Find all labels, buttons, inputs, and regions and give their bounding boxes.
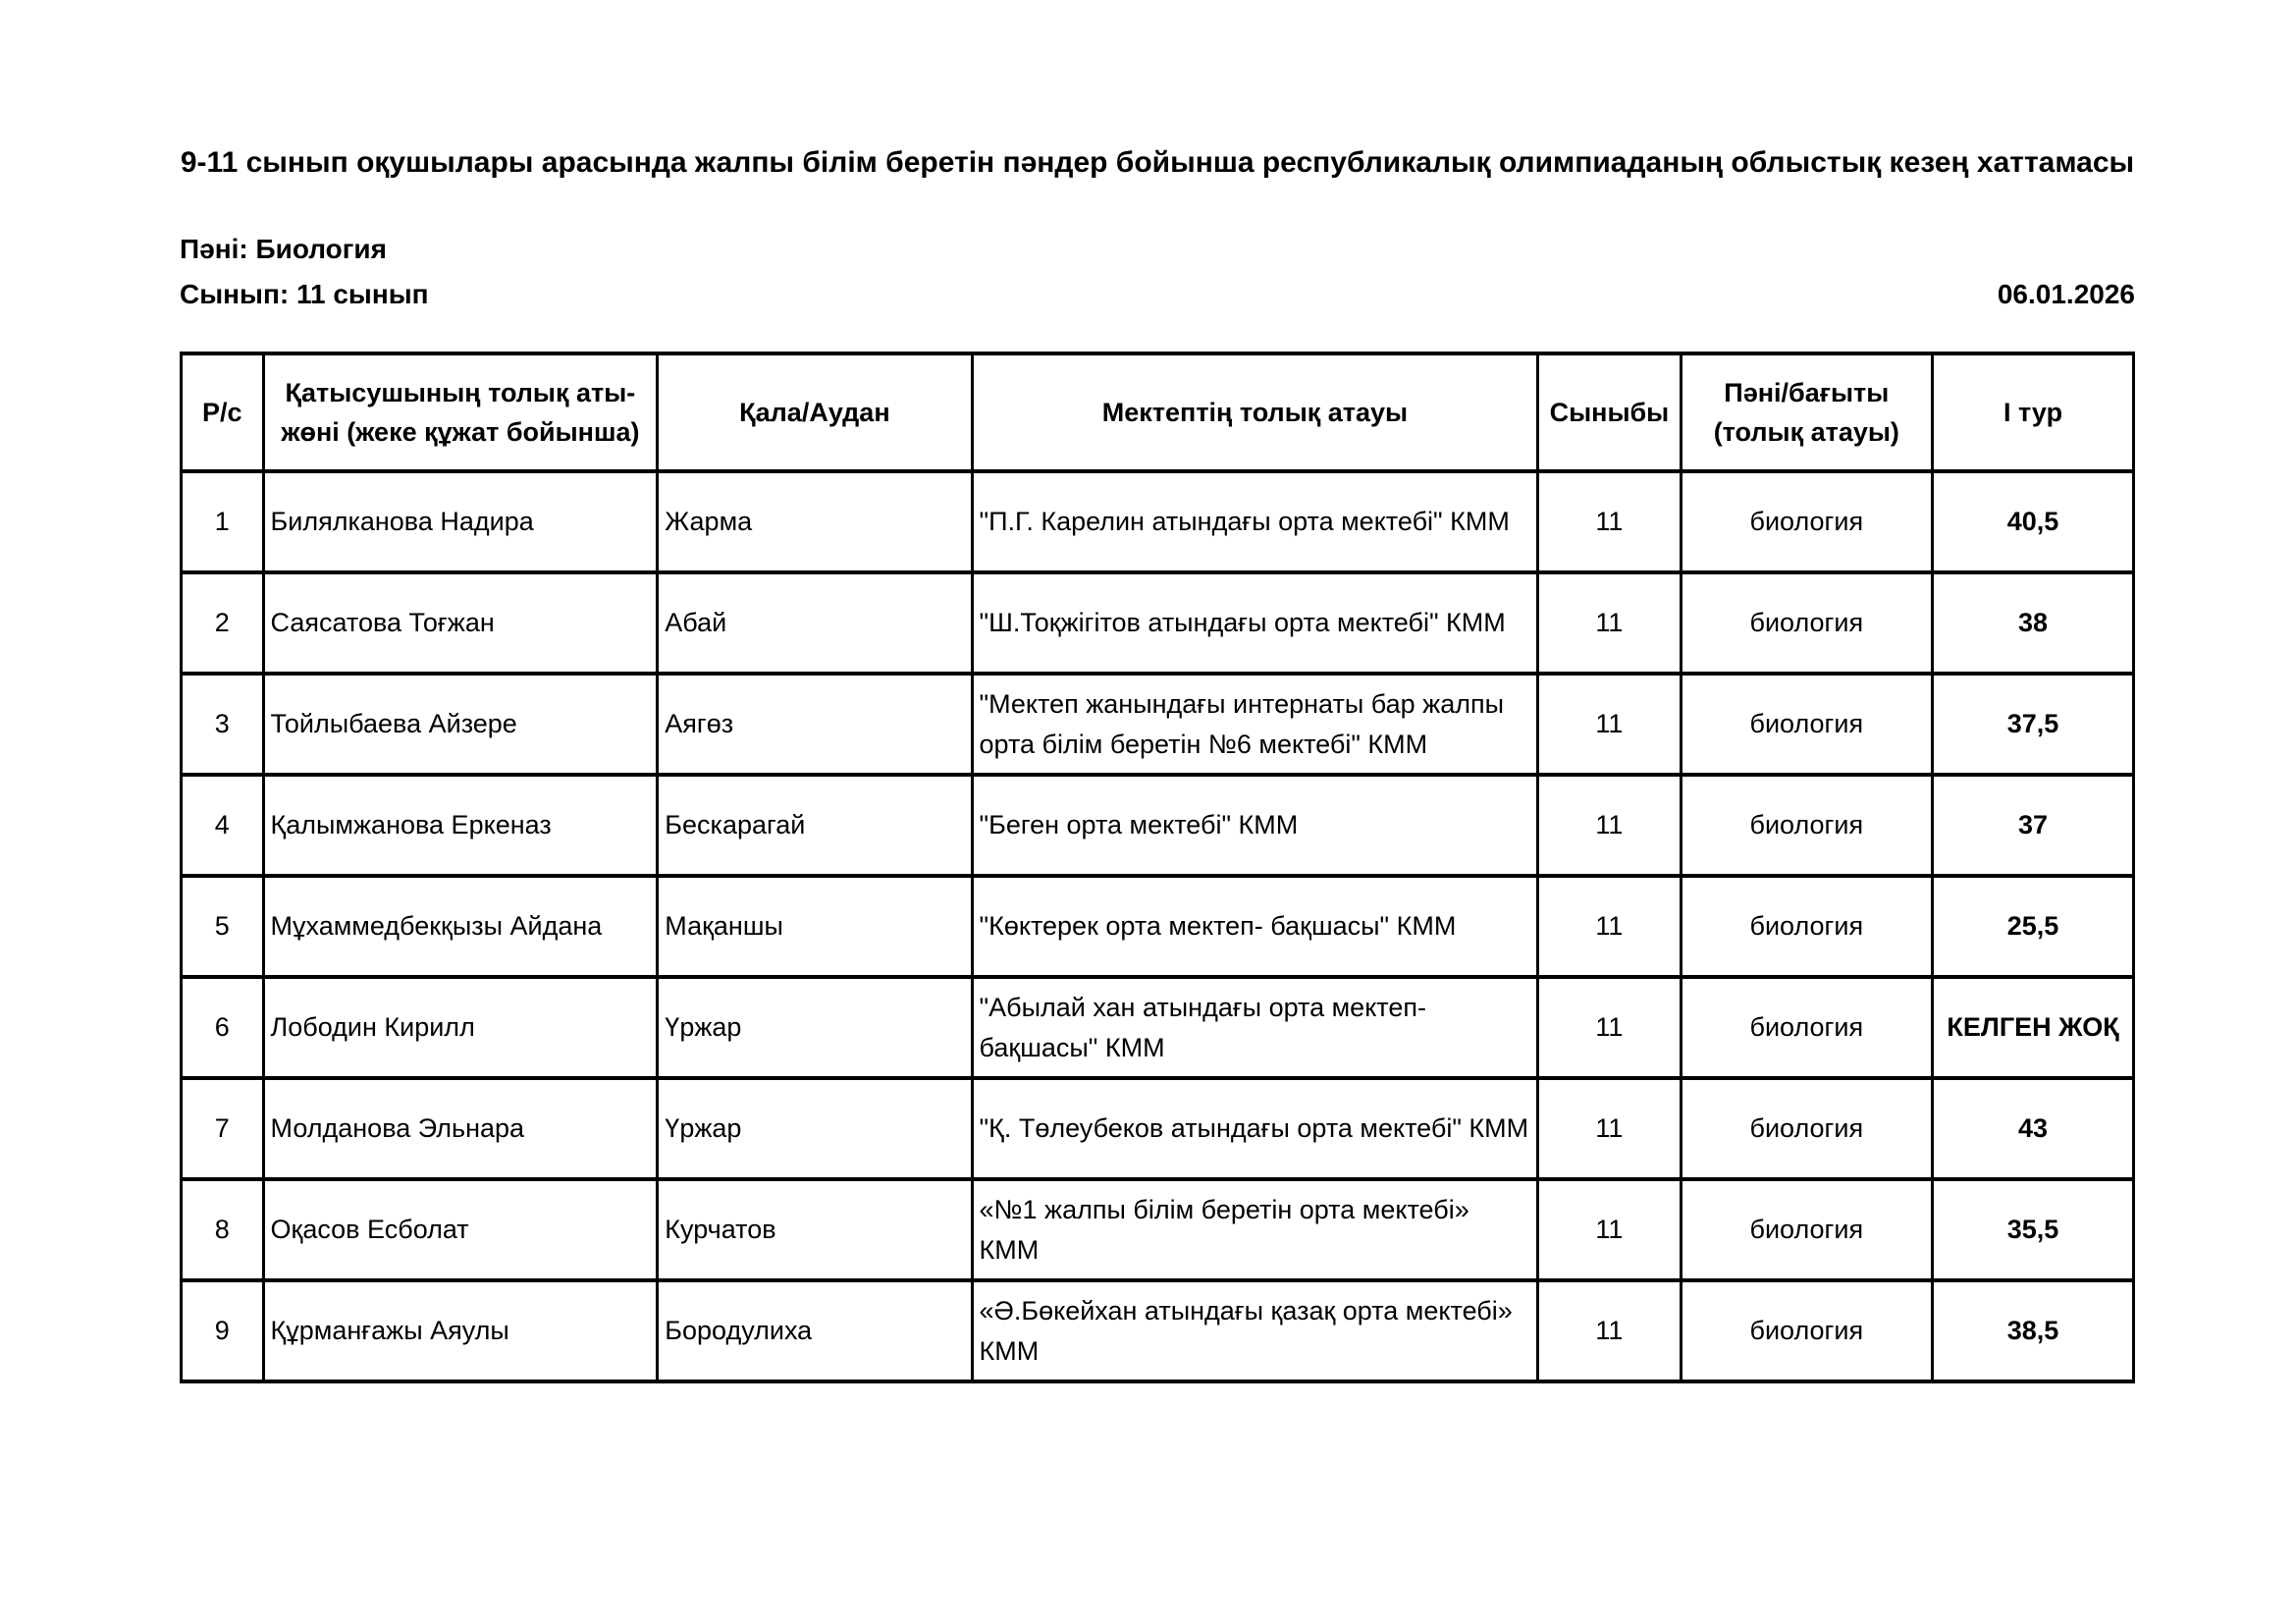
cell-round1-score: 25,5 — [1933, 876, 2134, 977]
cell-grade: 11 — [1538, 876, 1681, 977]
cell-subject: биология — [1681, 1280, 1933, 1381]
cell-city-district: Жарма — [658, 471, 972, 572]
col-header-participant-name: Қатысушының толық аты-жөні (жеке құжат бойынша) — [263, 353, 658, 471]
cell-round1-score: 40,5 — [1933, 471, 2134, 572]
cell-subject: биология — [1681, 674, 1933, 775]
cell-index: 3 — [182, 674, 264, 775]
cell-school-name: "П.Г. Карелин атындағы орта мектебі" КММ — [972, 471, 1538, 572]
table-row — [182, 471, 2134, 572]
cell-index: 1 — [182, 471, 264, 572]
cell-school-name: "Қ. Төлеубеков атындағы орта мектебі" КММ — [972, 1078, 1538, 1179]
cell-grade: 11 — [1538, 977, 1681, 1078]
cell-subject: биология — [1681, 1179, 1933, 1280]
cell-index: 5 — [182, 876, 264, 977]
table-row — [182, 674, 2134, 775]
cell-index: 8 — [182, 1179, 264, 1280]
cell-city-district: Мақаншы — [658, 876, 972, 977]
cell-city-district: Үржар — [658, 977, 972, 1078]
cell-city-district: Бородулиха — [658, 1280, 972, 1381]
subject-line: Пәні: Биология — [180, 234, 387, 264]
cell-school-name: "Абылай хан атындағы орта мектеп-бақшасы" КММ — [972, 977, 1538, 1078]
cell-participant-name: Құрманғажы Аяулы — [263, 1280, 658, 1381]
cell-city-district: Аягөз — [658, 674, 972, 775]
table-row — [182, 1280, 2134, 1381]
col-header-round1: І тур — [1933, 353, 2134, 471]
col-header-grade: Сыныбы — [1538, 353, 1681, 471]
cell-subject: биология — [1681, 977, 1933, 1078]
table-row — [182, 876, 2134, 977]
cell-index: 7 — [182, 1078, 264, 1179]
cell-index: 2 — [182, 572, 264, 674]
document-title: 9-11 сынып оқушылары арасында жалпы білім беретін пәндер бойынша республикалық олимпиаданың облыстық кезең хаттамасы — [180, 146, 2135, 179]
cell-school-name: "Мектеп жанындағы интернаты бар жалпы орта білім беретін №6 мектебі" КММ — [972, 674, 1538, 775]
cell-participant-name: Қалымжанова Еркеназ — [263, 775, 658, 876]
cell-participant-name: Мұхаммедбекқызы Айдана — [263, 876, 658, 977]
cell-round1-score: 43 — [1933, 1078, 2134, 1179]
cell-participant-name: Лободин Кирилл — [263, 977, 658, 1078]
table-row — [182, 977, 2134, 1078]
cell-school-name: «Ә.Бөкейхан атындағы қазақ орта мектебі» КММ — [972, 1280, 1538, 1381]
cell-participant-name: Саясатова Тоғжан — [263, 572, 658, 674]
cell-round1-score: 35,5 — [1933, 1179, 2134, 1280]
col-header-school-name: Мектептің толық атауы — [972, 353, 1538, 471]
cell-index: 9 — [182, 1280, 264, 1381]
cell-grade: 11 — [1538, 572, 1681, 674]
cell-round1-score: 38 — [1933, 572, 2134, 674]
cell-grade: 11 — [1538, 1280, 1681, 1381]
cell-subject: биология — [1681, 876, 1933, 977]
meta-row — [180, 279, 2135, 310]
cell-index: 4 — [182, 775, 264, 876]
table-row — [182, 775, 2134, 876]
cell-round1-score: 37 — [1933, 775, 2134, 876]
cell-city-district: Үржар — [658, 1078, 972, 1179]
cell-subject: биология — [1681, 775, 1933, 876]
cell-school-name: "Беген орта мектебі" КММ — [972, 775, 1538, 876]
cell-subject: биология — [1681, 471, 1933, 572]
table-row — [182, 1179, 2134, 1280]
cell-city-district: Курчатов — [658, 1179, 972, 1280]
date-label: 06.01.2026 — [1997, 279, 2135, 309]
cell-school-name: "Ш.Тоқжігітов атындағы орта мектебі" КММ — [972, 572, 1538, 674]
cell-school-name: «№1 жалпы білім беретін орта мектебі» КММ — [972, 1179, 1538, 1280]
grade-line: Сынып: 11 сынып — [180, 279, 429, 309]
cell-round1-score: 38,5 — [1933, 1280, 2134, 1381]
cell-participant-name: Тойлыбаева Айзере — [263, 674, 658, 775]
cell-participant-name: Билялканова Надира — [263, 471, 658, 572]
cell-subject: биология — [1681, 572, 1933, 674]
table-row — [182, 572, 2134, 674]
cell-city-district: Бескарагай — [658, 775, 972, 876]
cell-grade: 11 — [1538, 471, 1681, 572]
col-header-index: Р/с — [182, 353, 264, 471]
cell-participant-name: Оқасов Есболат — [263, 1179, 658, 1280]
cell-city-district: Абай — [658, 572, 972, 674]
cell-subject: биология — [1681, 1078, 1933, 1179]
cell-grade: 11 — [1538, 775, 1681, 876]
table-header-row — [182, 353, 2134, 471]
cell-participant-name: Молданова Эльнара — [263, 1078, 658, 1179]
cell-index: 6 — [182, 977, 264, 1078]
cell-grade: 11 — [1538, 1179, 1681, 1280]
cell-round1-score: 37,5 — [1933, 674, 2134, 775]
cell-grade: 11 — [1538, 674, 1681, 775]
cell-grade: 11 — [1538, 1078, 1681, 1179]
col-header-subject: Пәні/бағыты (толық атауы) — [1681, 353, 1933, 471]
results-table — [180, 352, 2135, 1383]
col-header-city-district: Қала/Аудан — [658, 353, 972, 471]
cell-round1-score: КЕЛГЕН ЖОҚ — [1933, 977, 2134, 1078]
table-row — [182, 1078, 2134, 1179]
cell-school-name: "Көктерек орта мектеп- бақшасы" КММ — [972, 876, 1538, 977]
